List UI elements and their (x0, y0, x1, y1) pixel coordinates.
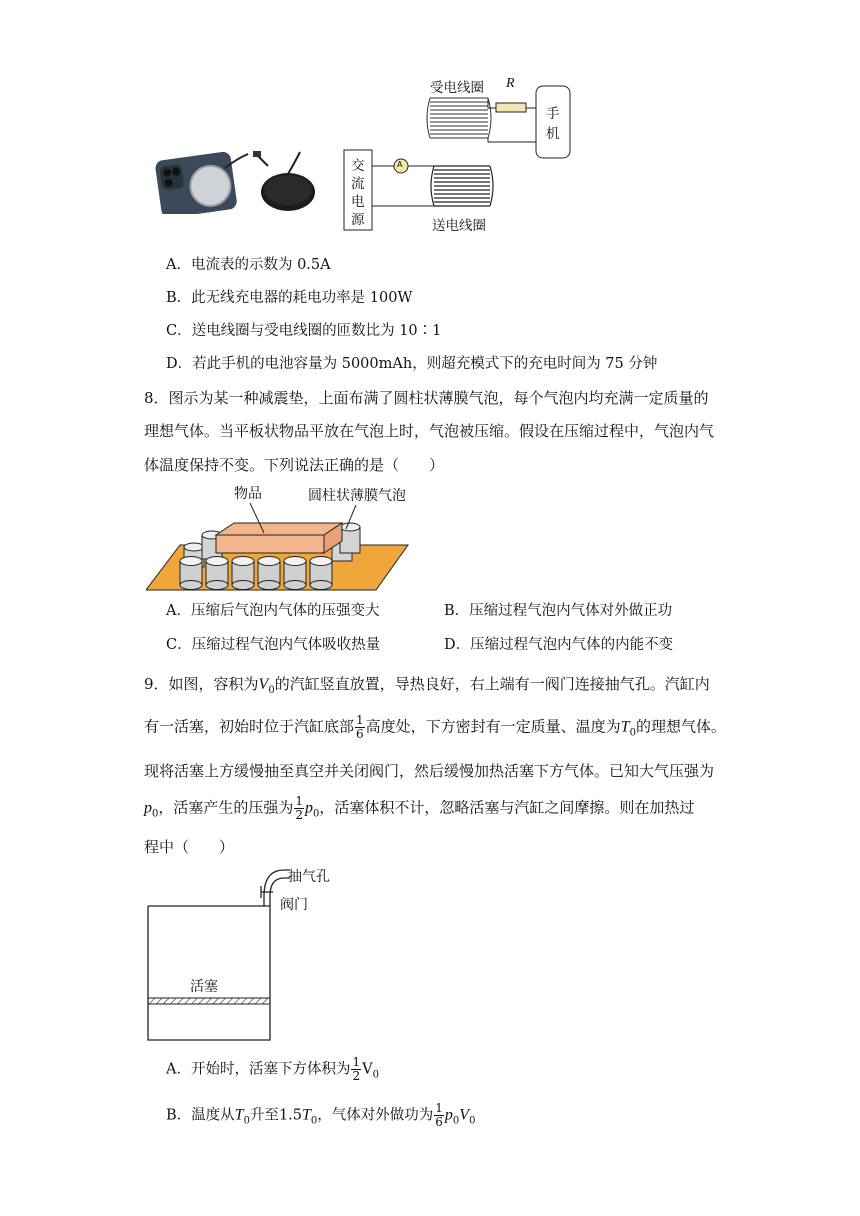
q8-stem-line-2: 理想气体。当平板状物品平放在气泡上时，气泡被压缩。假设在压缩过程中，气泡内气 (144, 422, 715, 440)
q8-option-b: B．压缩过程气泡内气体对外做正功 (444, 603, 673, 619)
q7-option-d: D．若此手机的电池容量为 5000mAh，则超充模式下的充电时间为 75 分钟 (166, 356, 658, 372)
phone-label-1: 手 (546, 106, 560, 122)
q9-stem-line-2: 有一活塞，初始时位于汽缸底部 $\frac{1}{6}$ 高度处，下方密封有一定质量、温度为$T_0$的理想气体。 (144, 713, 726, 741)
q9-stem-line-5: 程中（ ） (144, 838, 235, 856)
ac-source-label-2: 流 (351, 176, 365, 192)
bubble-label: 圆柱状薄膜气泡 (308, 488, 406, 504)
receive-coil-label: 受电线圈 (430, 80, 484, 96)
fraction-one-sixth: $\frac{1}{6}$ (356, 713, 364, 741)
q9-option-b: B．温度从$T_0$升至$1.5T_0$，气体对外做功为 $\frac{1}{6}$ $p_0V_0$ (166, 1101, 476, 1129)
ac-source-label-4: 源 (351, 212, 365, 228)
ammeter-label: A (397, 160, 403, 169)
q9-option-a: A．开始时，活塞下方体积为 $\frac{1}{2}$ $V_0$ (166, 1055, 379, 1083)
ac-source-label-3: 电 (351, 194, 365, 210)
q8-stem-line-3: 体温度保持不变。下列说法正确的是（ ） (144, 456, 445, 474)
piston-label: 活塞 (190, 979, 218, 995)
q8-option-c: C．压缩过程气泡内气体吸收热量 (166, 637, 381, 653)
valve-label: 阀门 (280, 897, 308, 913)
phone-label-2: 机 (546, 126, 560, 142)
q9-stem-line-4: $p_0$，活塞产生的压强为 $\frac{1}{2}$ $p_0$，活塞体积不计，忽略活塞与汽缸之间摩擦。则在加热过 (144, 794, 695, 822)
shock-pad-diagram (146, 483, 436, 593)
wireless-charging-circuit-diagram (338, 72, 578, 234)
q8-option-d: D．压缩过程气泡内气体的内能不变 (444, 637, 674, 653)
exhaust-hole-label: 抽气孔 (288, 869, 330, 885)
q9-stem-line-1: 9．如图，容积为$V_0$的汽缸竖直放置，导热良好，右上端有一阀门连接抽气孔。汽缸内 (144, 675, 710, 696)
cylinder-diagram (144, 860, 344, 1042)
ac-source-label-1: 交 (351, 158, 365, 174)
item-label: 物品 (234, 486, 262, 502)
send-coil-label: 送电线圈 (432, 218, 486, 234)
charger-photo (150, 148, 320, 214)
q8-stem-line-1: 8．图示为某一种减震垫，上面布满了圆柱状薄膜气泡，每个气泡内均充满一定质量的 (144, 389, 709, 407)
fraction-one-half: $\frac{1}{2}$ (295, 794, 304, 822)
q7-option-c: C．送电线圈与受电线圈的匝数比为 10∶1 (166, 323, 442, 339)
q9-stem-line-3: 现将活塞上方缓慢抽至真空并关闭阀门，然后缓慢加热活塞下方气体。已知大气压强为 (144, 762, 715, 780)
q7-option-b: B．此无线充电器的耗电功率是 100W (166, 290, 413, 306)
resistor-label: R (506, 76, 515, 91)
q8-option-a: A．压缩后气泡内气体的压强变大 (166, 603, 380, 619)
q7-option-a: A．电流表的示数为 0.5A (166, 257, 331, 273)
